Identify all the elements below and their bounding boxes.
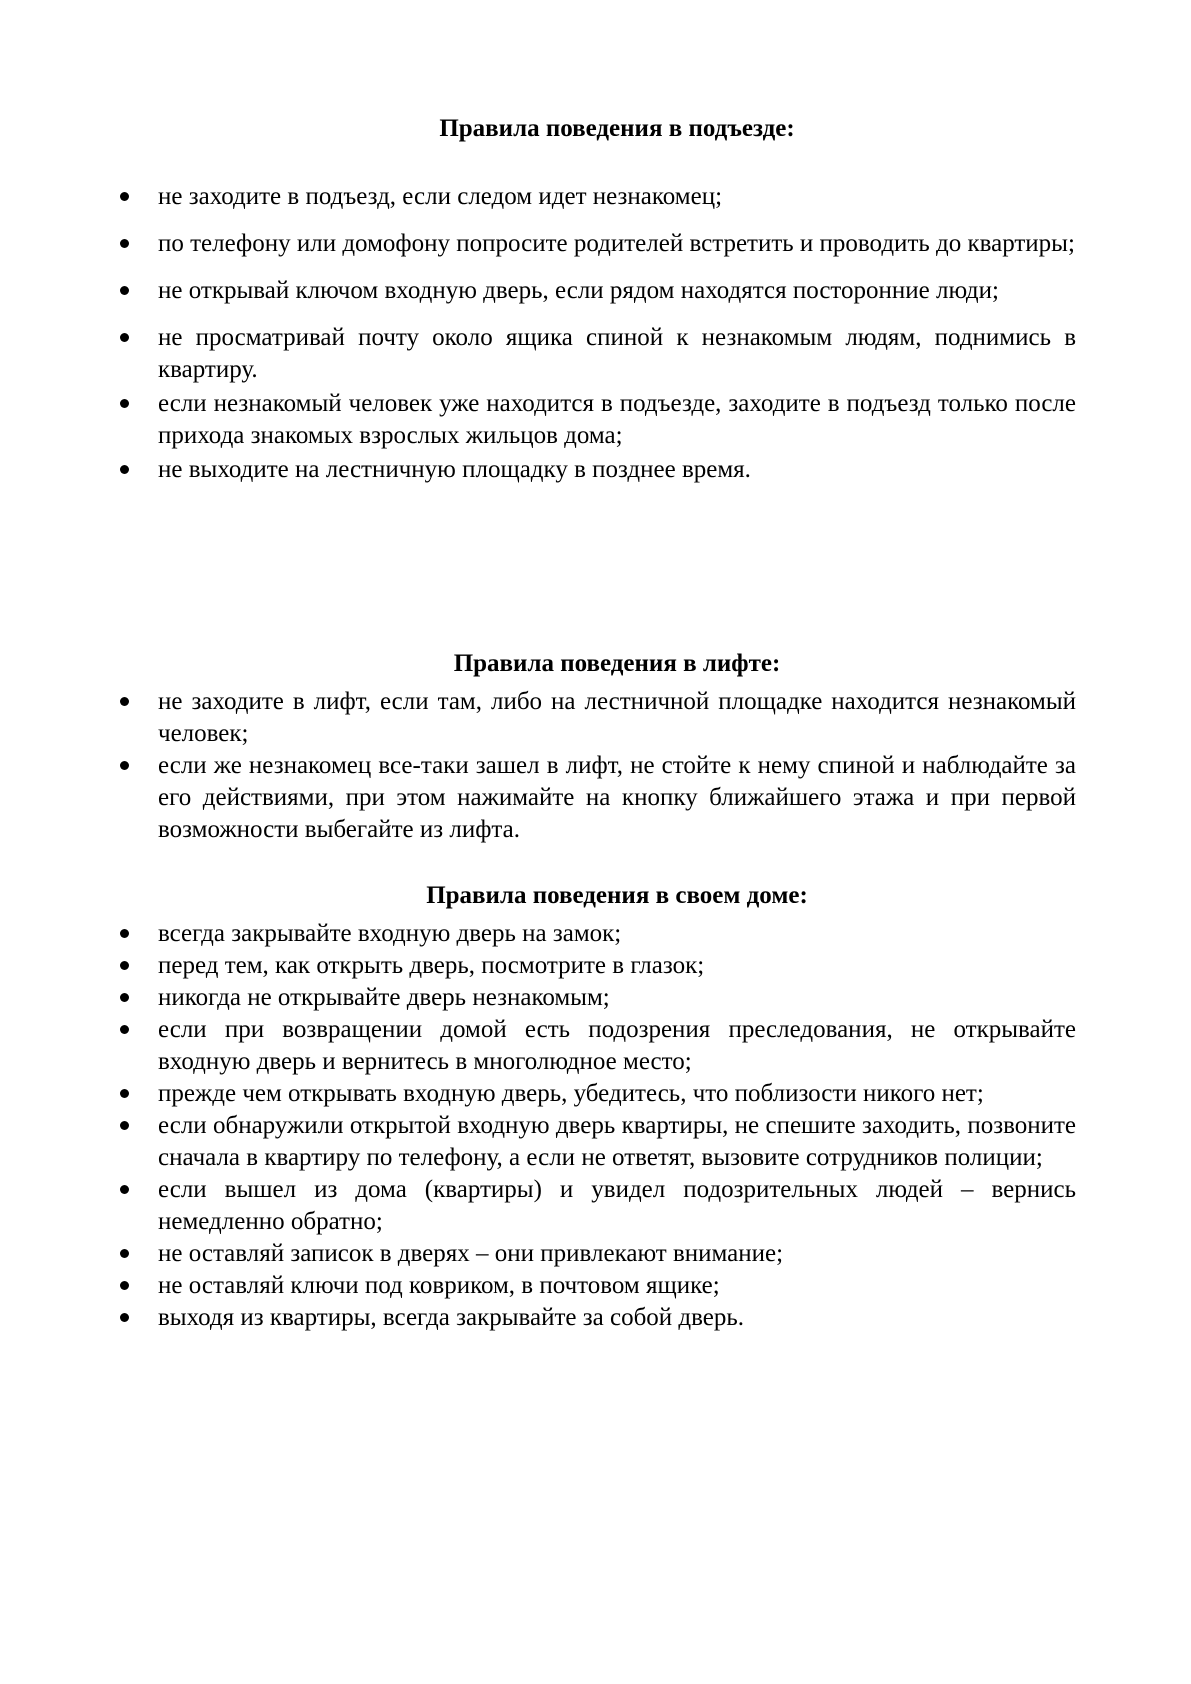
section-heading: Правила поведения в лифте: xyxy=(453,650,781,677)
rules-list xyxy=(118,918,1076,1334)
list-item xyxy=(118,1014,1076,1078)
section-heading: Правила поведения в подъезде: xyxy=(439,115,795,142)
bullet-icon xyxy=(120,465,129,474)
section-elevator-rules xyxy=(118,648,1076,846)
list-item xyxy=(118,454,1076,486)
list-item-text: не заходите в лифт, если там, либо на лестничной площадке находится незнакомый человек; xyxy=(158,688,1076,747)
list-item xyxy=(118,228,1076,260)
list-item xyxy=(118,950,1076,982)
bullet-icon xyxy=(120,697,129,706)
list-item xyxy=(118,918,1076,950)
bullet-icon xyxy=(120,1249,129,1258)
list-item xyxy=(118,1302,1076,1334)
bullet-icon xyxy=(120,1313,129,1322)
list-item-text: если незнакомый человек уже находится в подъезде, заходите в подъезд только после прихода знакомых взрослых жильцов дома; xyxy=(158,390,1076,449)
list-item xyxy=(118,1238,1076,1270)
list-item xyxy=(118,322,1076,386)
bullet-icon xyxy=(120,929,129,938)
list-item-text: никогда не открывайте дверь незнакомым; xyxy=(158,984,610,1011)
list-item xyxy=(118,1270,1076,1302)
list-item-text: если при возвращении домой есть подозрения преследования, не открывайте входную дверь и вернитесь в многолюдное место; xyxy=(158,1016,1076,1075)
list-item xyxy=(118,1078,1076,1110)
bullet-icon xyxy=(120,192,129,201)
list-item-text: если обнаружили открытой входную дверь квартиры, не спешите заходить, позвоните сначала в квартиру по телефону, а если не ответят, вызовите сотрудников полиции; xyxy=(158,1112,1076,1171)
list-item xyxy=(118,686,1076,750)
section-heading: Правила поведения в своем доме: xyxy=(426,882,808,909)
list-item-text: по телефону или домофону попросите родителей встретить и проводить до квартиры; xyxy=(158,230,1075,257)
list-item xyxy=(118,1174,1076,1238)
list-item xyxy=(118,982,1076,1014)
bullet-icon xyxy=(120,1121,129,1130)
section-home-rules xyxy=(118,880,1076,1334)
bullet-icon xyxy=(120,333,129,342)
list-item-text: выходя из квартиры, всегда закрывайте за собой дверь. xyxy=(158,1304,745,1331)
list-item-text: если вышел из дома (квартиры) и увидел подозрительных людей – вернись немедленно обратно; xyxy=(158,1176,1076,1235)
list-item xyxy=(118,1110,1076,1174)
list-item xyxy=(118,275,1076,307)
list-item xyxy=(118,181,1076,213)
bullet-icon xyxy=(120,399,129,408)
list-item-text: прежде чем открывать входную дверь, убедитесь, что поблизости никого нет; xyxy=(158,1080,984,1107)
list-item-text: не выходите на лестничную площадку в позднее время. xyxy=(158,456,751,483)
section-entrance-rules xyxy=(118,113,1076,488)
list-item xyxy=(118,750,1076,846)
list-item-text: если же незнакомец все-таки зашел в лифт, не стойте к нему спиной и наблюдайте за его действиями, при этом нажимайте на кнопку ближайшего этажа и при первой возможности выбегайте из лифта. xyxy=(158,752,1076,843)
rules-list xyxy=(118,686,1076,846)
rules-list xyxy=(118,181,1076,486)
list-item-text: не просматривай почту около ящика спиной к незнакомым людям, поднимись в квартиру. xyxy=(158,324,1076,383)
list-item xyxy=(118,388,1076,452)
list-item-text: не заходите в подъезд, если следом идет незнакомец; xyxy=(158,183,723,210)
list-item-text: не оставляй ключи под ковриком, в почтовом ящике; xyxy=(158,1272,720,1299)
bullet-icon xyxy=(120,239,129,248)
list-item-text: всегда закрывайте входную дверь на замок; xyxy=(158,920,622,947)
list-item-text: не оставляй записок в дверях – они привлекают внимание; xyxy=(158,1240,784,1267)
list-item-text: не открывай ключом входную дверь, если рядом находятся посторонние люди; xyxy=(158,277,999,304)
bullet-icon xyxy=(120,1025,129,1034)
list-item-text: перед тем, как открыть дверь, посмотрите в глазок; xyxy=(158,952,705,979)
bullet-icon xyxy=(120,761,129,770)
bullet-icon xyxy=(120,993,129,1002)
bullet-icon xyxy=(120,286,129,295)
bullet-icon xyxy=(120,1281,129,1290)
bullet-icon xyxy=(120,1089,129,1098)
bullet-icon xyxy=(120,1185,129,1194)
bullet-icon xyxy=(120,961,129,970)
